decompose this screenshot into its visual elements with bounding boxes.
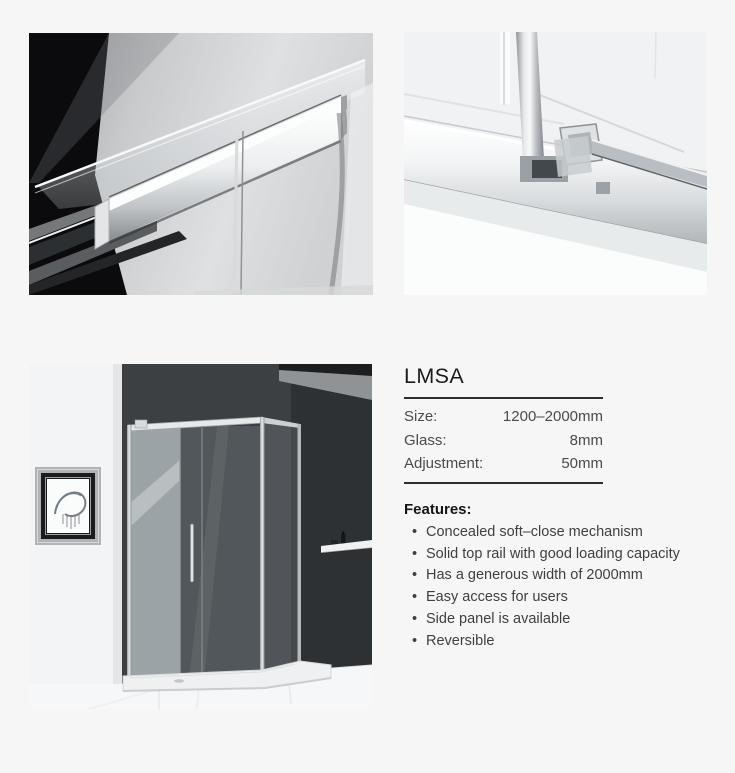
spec-label: Size: <box>404 408 438 425</box>
spec-row-size <box>404 405 603 429</box>
feature-text: Concealed soft–close mechanism <box>426 524 643 540</box>
spec-row-glass <box>404 429 603 453</box>
spec-value: 50mm <box>561 455 603 472</box>
feature-item <box>405 565 709 587</box>
shower-enclosure <box>127 417 301 684</box>
spec-value: 1200–2000mm <box>502 408 603 425</box>
enclosure-photo-illustration <box>29 364 372 709</box>
divider-top <box>404 397 603 399</box>
top-rail-photo-illustration <box>29 33 373 295</box>
feature-text: Solid top rail with good loading capacity <box>426 545 680 562</box>
product-info-panel <box>404 364 709 664</box>
feature-text: Reversible <box>426 632 495 649</box>
spec-label: Adjustment: <box>404 455 484 472</box>
feature-text: Has a generous width of 2000mm <box>426 567 643 584</box>
spec-row-adjustment <box>404 452 603 476</box>
feature-item <box>405 522 709 544</box>
spec-value: 8mm <box>569 431 603 449</box>
spec-label: Glass: <box>404 431 447 449</box>
spec-table <box>404 405 603 476</box>
picture-frame <box>35 467 101 545</box>
photo-top-rail-detail <box>29 33 373 295</box>
feature-item <box>405 609 709 631</box>
feature-item <box>405 587 709 609</box>
feature-item <box>405 544 709 566</box>
product-title: LMSA <box>404 364 465 388</box>
feature-item <box>405 631 709 653</box>
roller-guide-photo-illustration <box>404 32 707 295</box>
features-heading: Features: <box>404 501 472 518</box>
photo-enclosure-room-view <box>29 364 372 709</box>
features-list <box>405 522 709 652</box>
shower-door-handle <box>191 524 194 582</box>
photo-roller-guide-detail <box>404 32 707 295</box>
feature-text: Side panel is available <box>426 610 571 627</box>
feature-text: Easy access for users <box>426 589 568 606</box>
divider-bottom <box>404 482 603 484</box>
